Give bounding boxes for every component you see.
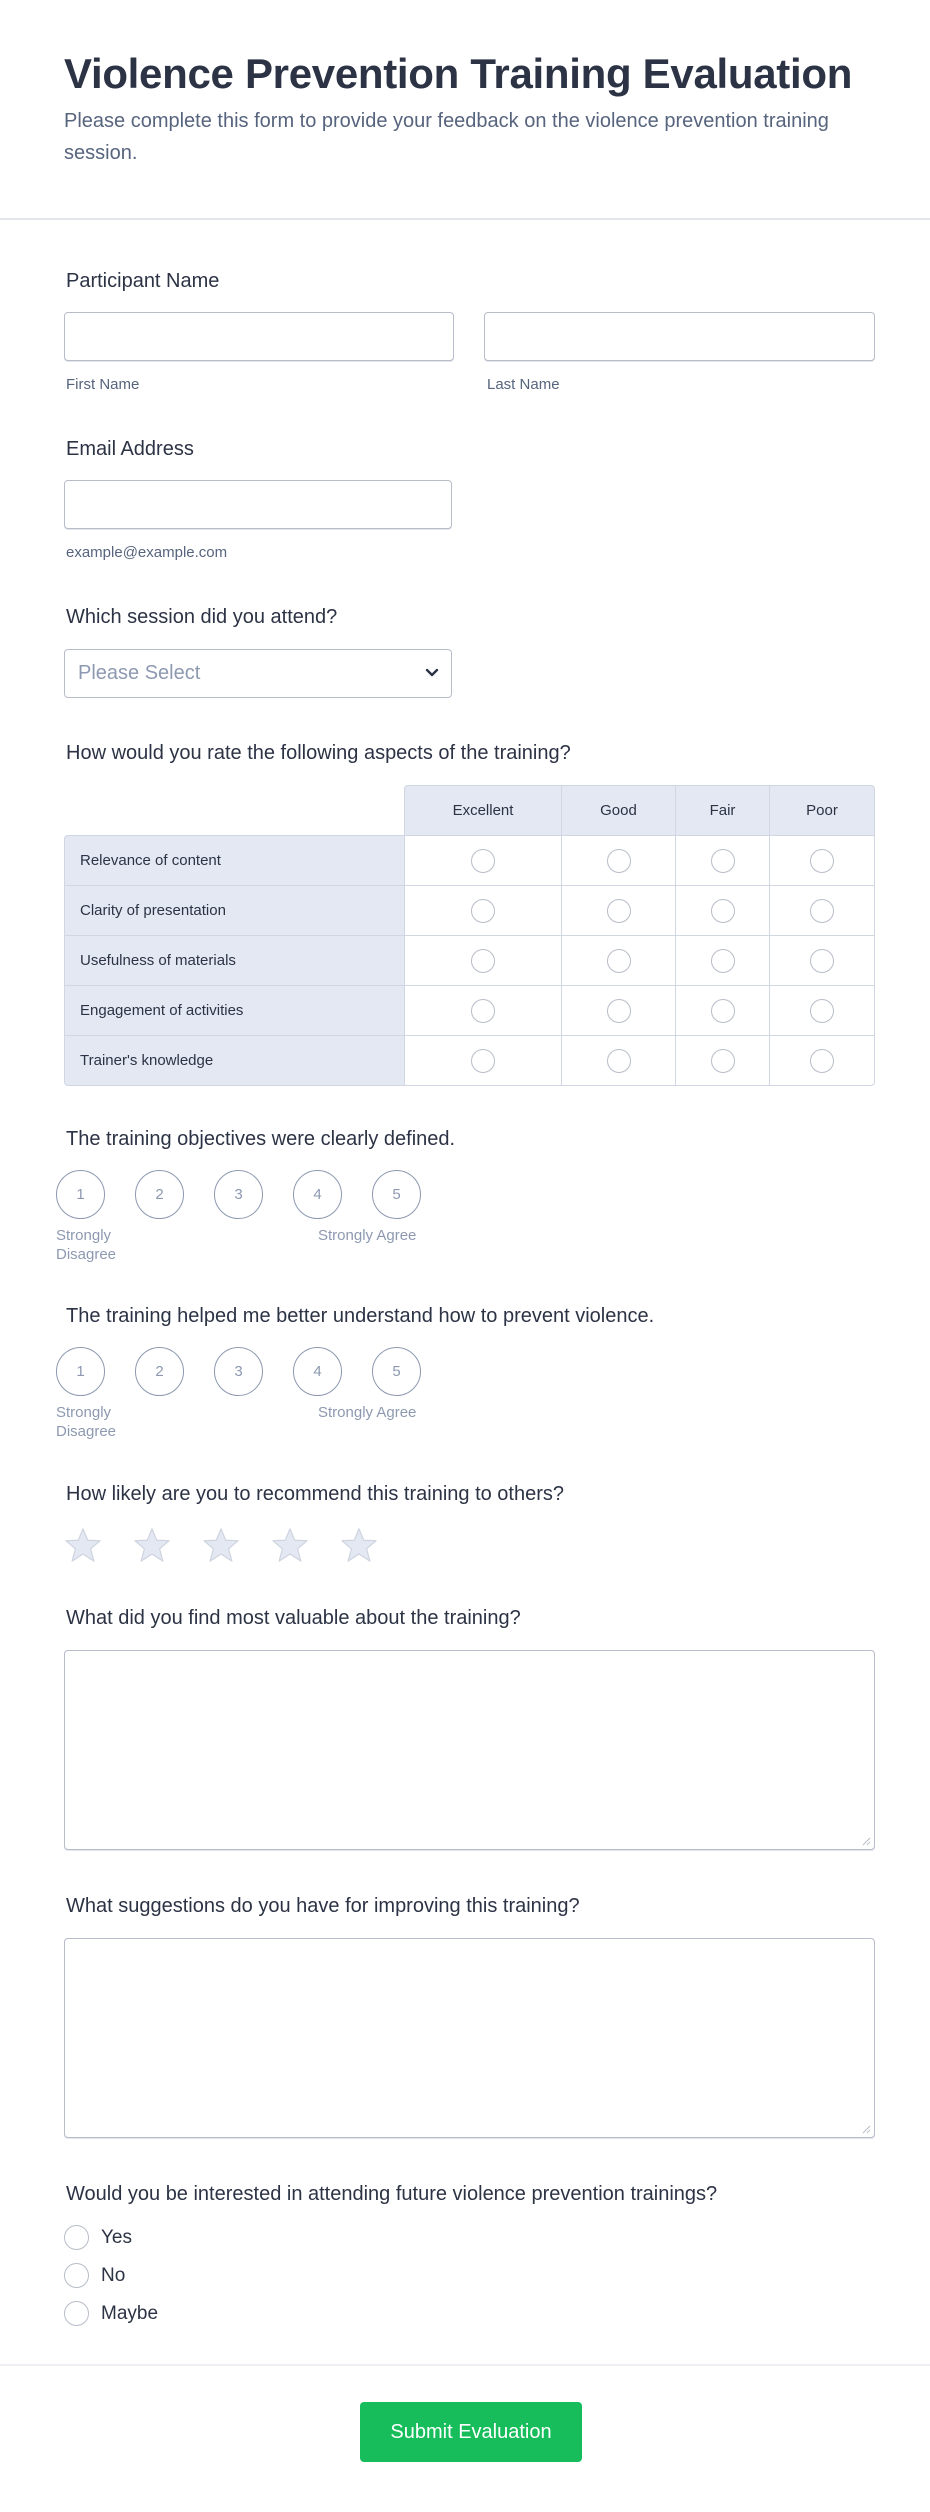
objectives-scale-label: The training objectives were clearly defined. [66,1128,456,1150]
scale-min-label: Strongly Disagree [56,1404,117,1440]
session-select[interactable] [64,649,452,698]
matrix-radio[interactable] [711,899,735,923]
submit-button[interactable]: Submit Evaluation [360,2402,582,2462]
matrix-cell [675,985,769,1035]
chevron-down-icon [425,668,439,678]
matrix-cell [404,935,561,985]
matrix-cell [561,935,675,985]
matrix-radio[interactable] [607,949,631,973]
matrix-row-label: Trainer's knowledge [64,1035,404,1086]
matrix-cell [769,1035,875,1086]
session-select-value: Please Select [78,662,201,684]
matrix-radio[interactable] [711,1049,735,1073]
matrix-radio[interactable] [810,899,834,923]
scale-option-3[interactable]: 3 [214,1347,263,1396]
matrix-radio[interactable] [607,1049,631,1073]
matrix-cell [404,885,561,935]
matrix-radio[interactable] [471,899,495,923]
form-header [0,0,930,220]
first-name-input[interactable] [64,312,454,361]
resize-grip-icon[interactable] [861,1836,871,1846]
matrix-cell [675,835,769,885]
matrix-radio[interactable] [607,999,631,1023]
matrix-radio[interactable] [607,899,631,923]
matrix-radio[interactable] [810,949,834,973]
matrix-cell [404,835,561,885]
matrix-cell [675,885,769,935]
matrix-row-label: Clarity of presentation [64,885,404,935]
scale-option-3[interactable]: 3 [214,1170,263,1219]
rating-matrix [64,785,875,1085]
scale-option-1[interactable]: 1 [56,1170,105,1219]
matrix-cell [561,1035,675,1086]
scale-max-label: Strongly Agree [318,1404,417,1421]
matrix-radio[interactable] [810,999,834,1023]
understanding-scale-label: The training helped me better understand how to prevent violence. [66,1305,655,1327]
suggestions-textarea[interactable] [64,1938,875,2138]
matrix-column-header: Fair [675,785,770,835]
matrix-radio[interactable] [711,849,735,873]
matrix-radio[interactable] [471,849,495,873]
matrix-cell [404,985,561,1035]
matrix-cell [769,985,875,1035]
session-label: Which session did you attend? [66,606,338,628]
rating-matrix-label: How would you rate the following aspects of the training? [66,742,571,764]
scale-option-4[interactable]: 4 [293,1347,342,1396]
radio-button[interactable] [64,2225,89,2250]
valuable-textarea[interactable] [64,1650,875,1850]
participant-name-label: Participant Name [66,270,220,292]
valuable-label: What did you find most valuable about the training? [66,1607,521,1629]
radio-label: No [101,2265,126,2286]
matrix-radio[interactable] [810,849,834,873]
scale-option-1[interactable]: 1 [56,1347,105,1396]
star-icon[interactable] [64,1526,102,1564]
matrix-radio[interactable] [711,949,735,973]
page-title: Violence Prevention Training Evaluation [64,50,853,97]
future-interest-label: Would you be interested in attending future violence prevention trainings? [66,2183,718,2205]
matrix-column-header: Poor [769,785,875,835]
recommend-label: How likely are you to recommend this training to others? [66,1483,565,1505]
star-icon[interactable] [202,1526,240,1564]
scale-option-4[interactable]: 4 [293,1170,342,1219]
matrix-radio[interactable] [471,999,495,1023]
matrix-row-label: Relevance of content [64,835,404,885]
suggestions-label: What suggestions do you have for improving this training? [66,1895,580,1917]
star-icon[interactable] [271,1526,309,1564]
email-input[interactable] [64,480,452,529]
email-label: Email Address [66,438,194,460]
matrix-radio[interactable] [607,849,631,873]
matrix-cell [561,835,675,885]
matrix-radio[interactable] [711,999,735,1023]
page-subtitle: Please complete this form to provide your feedback on the violence prevention training session. [64,110,829,164]
radio-label: Yes [101,2227,132,2248]
matrix-cell [404,1035,561,1086]
radio-button[interactable] [64,2301,89,2326]
matrix-cell [769,935,875,985]
radio-label: Maybe [101,2303,159,2324]
scale-min-label: Strongly Disagree [56,1227,117,1263]
matrix-cell [561,985,675,1035]
star-icon[interactable] [133,1526,171,1564]
matrix-radio[interactable] [810,1049,834,1073]
star-icon[interactable] [340,1526,378,1564]
radio-button[interactable] [64,2263,89,2288]
matrix-cell [675,1035,769,1086]
last-name-input[interactable] [484,312,875,361]
last-name-sublabel: Last Name [487,376,560,393]
matrix-cell [769,885,875,935]
matrix-row-label: Usefulness of materials [64,935,404,985]
matrix-radio[interactable] [471,1049,495,1073]
resize-grip-icon[interactable] [861,2124,871,2134]
matrix-cell [769,835,875,885]
scale-option-2[interactable]: 2 [135,1347,184,1396]
email-sublabel: example@example.com [66,544,228,561]
scale-option-2[interactable]: 2 [135,1170,184,1219]
scale-option-5[interactable]: 5 [372,1170,421,1219]
matrix-cell [561,885,675,935]
scale-option-5[interactable]: 5 [372,1347,421,1396]
footer-divider [0,2364,930,2366]
matrix-radio[interactable] [471,949,495,973]
first-name-sublabel: First Name [66,376,140,393]
matrix-column-header: Excellent [404,785,562,835]
matrix-column-header: Good [561,785,676,835]
scale-max-label: Strongly Agree [318,1227,417,1244]
matrix-row-label: Engagement of activities [64,985,404,1035]
matrix-cell [675,935,769,985]
